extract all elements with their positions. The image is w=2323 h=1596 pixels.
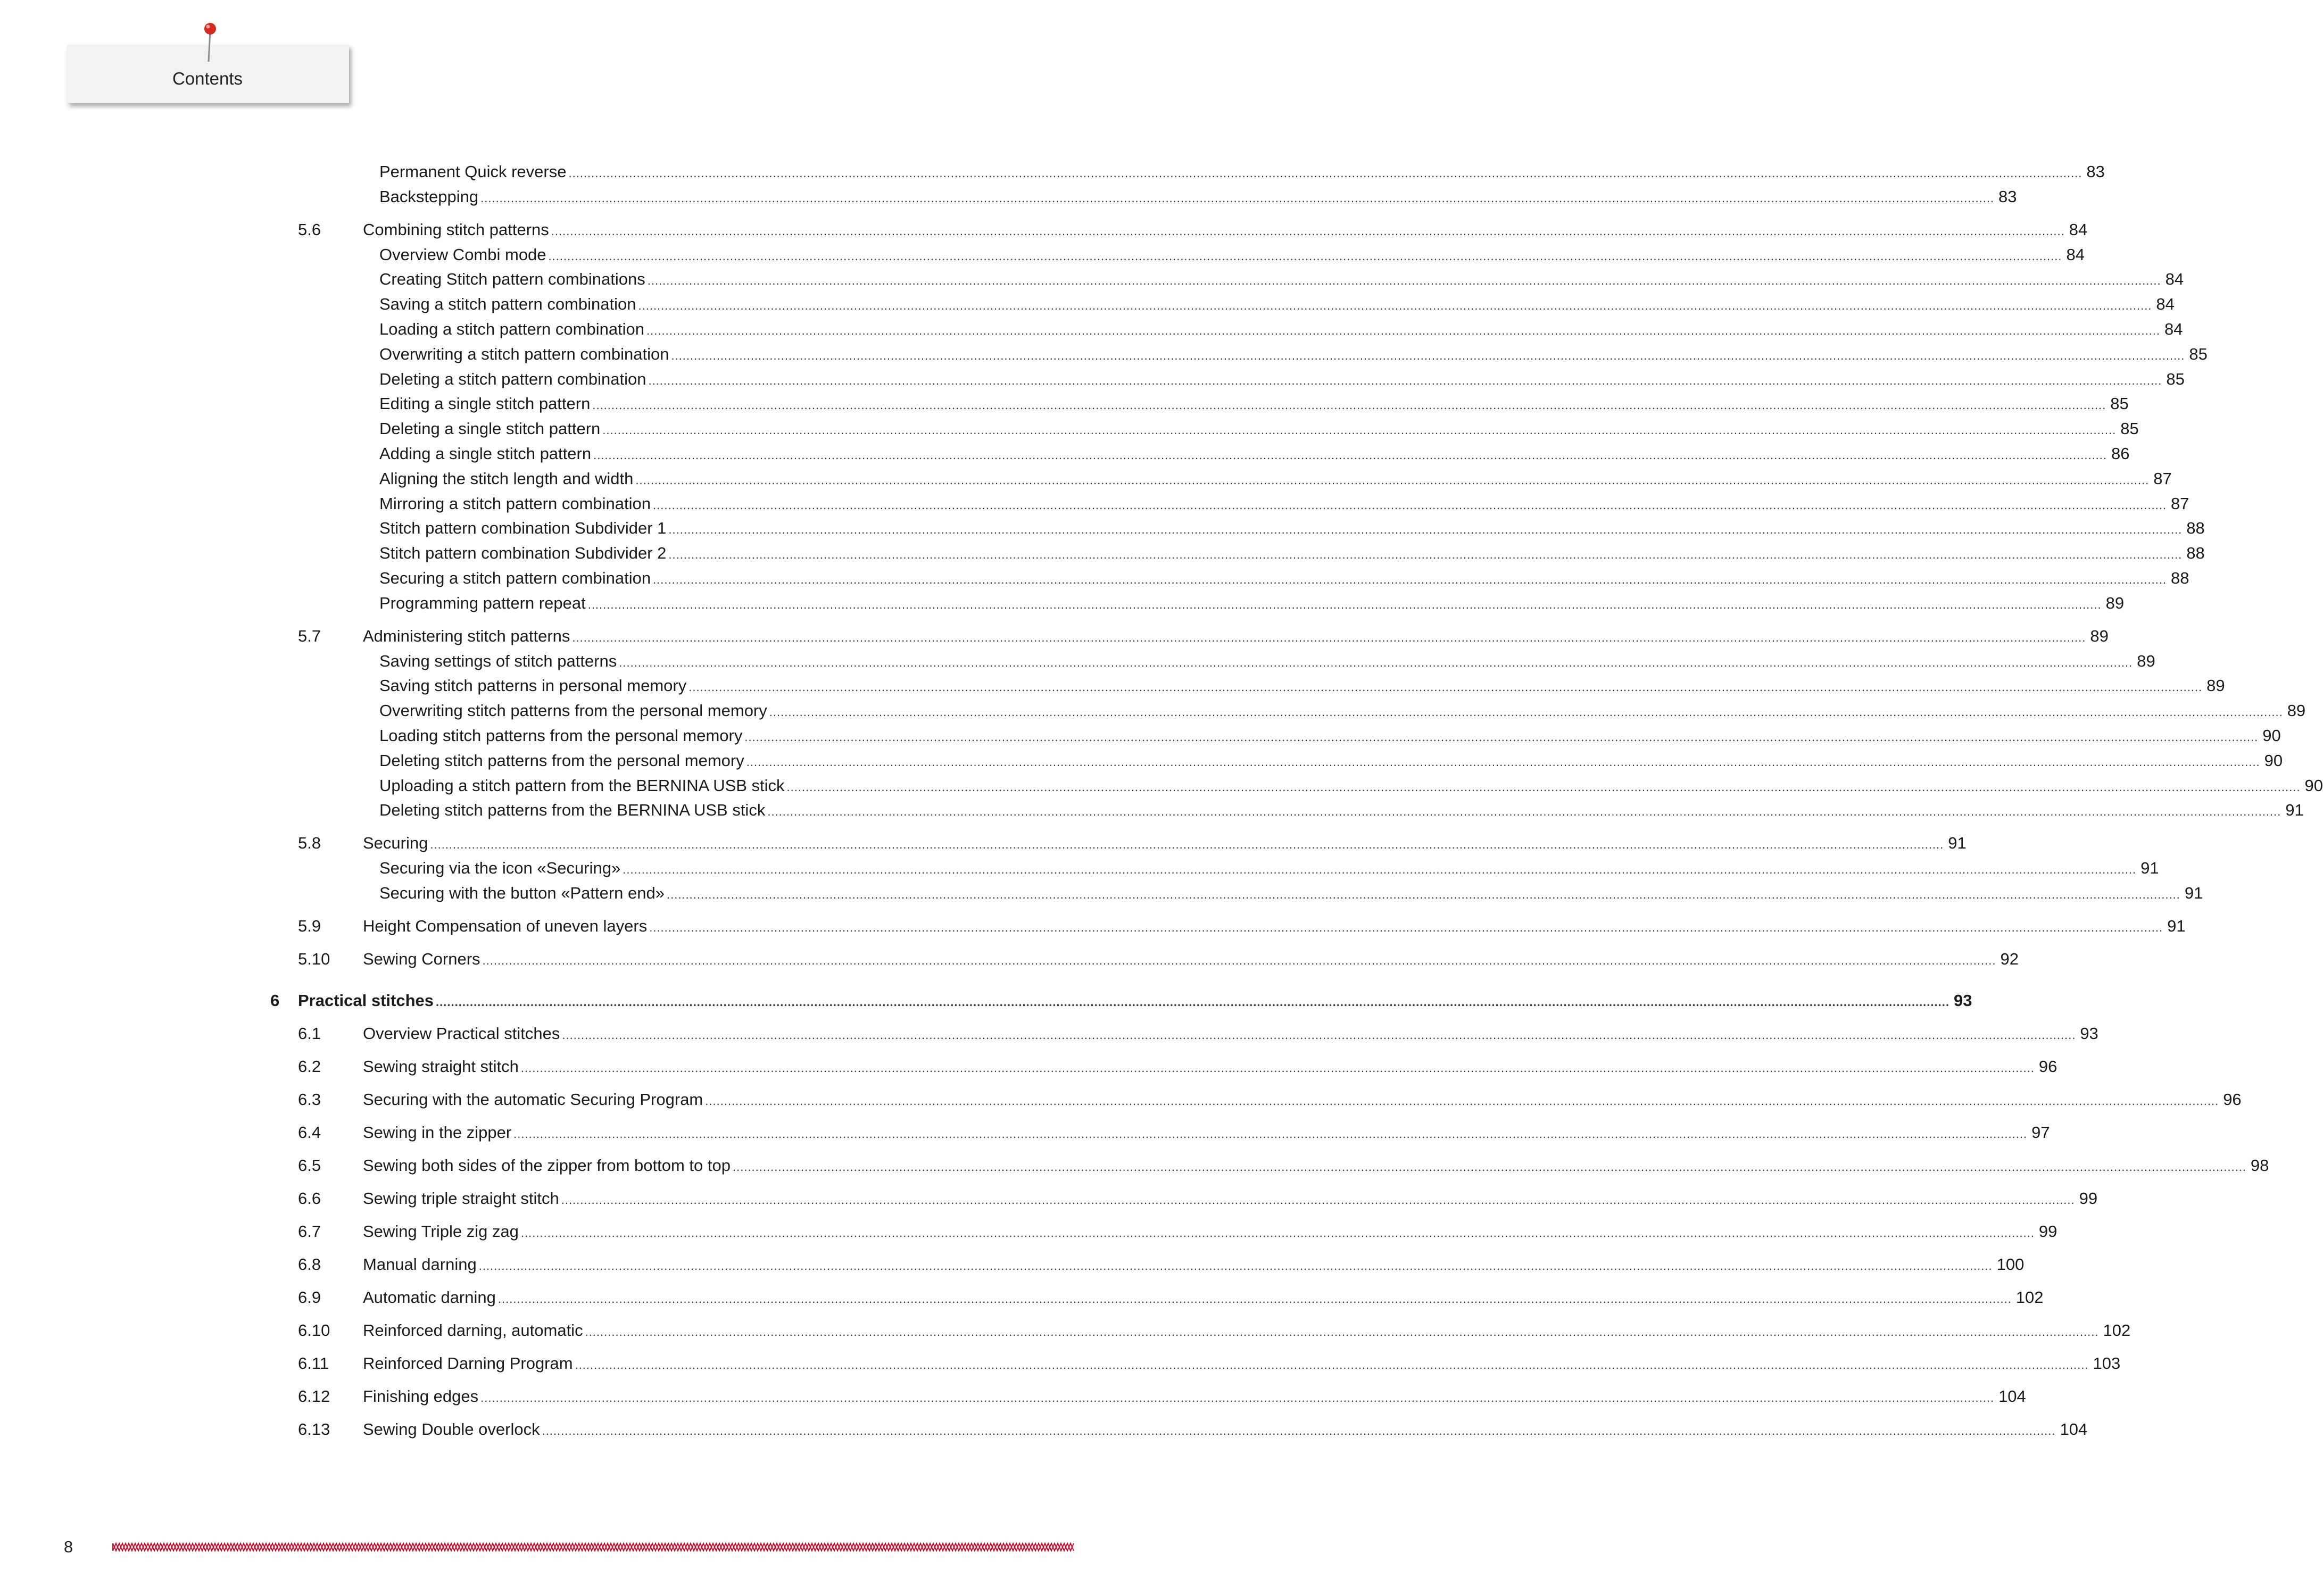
toc-title: Permanent Quick reverse [379,162,567,181]
toc-page-number: 103 [2093,1354,2121,1373]
toc-page-number: 99 [2038,1222,2057,1241]
toc-page-number: 90 [2304,776,2323,795]
toc-title: Loading stitch patterns from the personal memory [379,726,743,745]
toc-dot-leader: ................................................................................................................................................................................................................................................................................................................................................................................................................ [436,995,1949,1009]
toc-title: Saving stitch patterns in personal memory [379,676,687,695]
toc-dot-leader: ................................................................................................................................................................................................................................................................................................................................................................................................................ [635,473,2150,487]
toc-entry[interactable] [379,724,2281,750]
toc-row[interactable] [0,185,2017,209]
toc-section-number: 6.12 [298,1387,330,1406]
toc-row[interactable] [0,218,2088,242]
toc-title: Overview Combi mode [379,245,546,264]
toc-dot-leader: ................................................................................................................................................................................................................................................................................................................................................................................................................ [647,274,2161,288]
toc-page-number: 104 [1998,1387,2026,1406]
toc-section-number: 6.5 [298,1156,321,1175]
toc-entry[interactable] [379,417,2139,443]
toc-entry[interactable] [379,591,2125,617]
toc-title: Sewing triple straight stitch [363,1189,559,1208]
toc-row[interactable] [0,516,2205,541]
toc-row[interactable] [0,243,2085,267]
toc-entry[interactable] [363,1087,2242,1113]
toc-title: Finishing edges [363,1387,479,1406]
toc-dot-leader: ................................................................................................................................................................................................................................................................................................................................................................................................................ [585,1325,2099,1339]
toc-entry[interactable] [379,392,2129,418]
page-number: 8 [64,1537,73,1556]
toc-row[interactable] [0,417,2139,441]
toc-entry[interactable] [379,674,2225,700]
toc-title: Overwriting a stitch pattern combination [379,344,669,363]
toc-section-number: 6.13 [298,1420,330,1439]
toc-dot-leader: ................................................................................................................................................................................................................................................................................................................................................................................................................ [480,1391,1995,1404]
toc-entry[interactable] [379,856,2159,882]
toc-title: Securing [363,834,428,853]
toc-entry[interactable] [363,1219,2057,1245]
toc-page-number: 88 [2170,569,2189,587]
toc-row[interactable] [0,749,2283,773]
toc-entry[interactable] [379,774,2323,800]
toc-entry[interactable] [379,798,2304,824]
toc-dot-leader: ................................................................................................................................................................................................................................................................................................................................................................................................................ [705,1094,2219,1108]
toc-title: Loading a stitch pattern combination [379,320,645,338]
toc-entry[interactable] [298,988,1972,1015]
toc-page-number: 102 [2015,1288,2044,1307]
toc-page-number: 90 [2262,726,2281,745]
toc-page-number: 98 [2250,1156,2269,1175]
toc-entry[interactable] [363,1318,2131,1344]
toc-title: Securing with the button «Pattern end» [379,884,665,902]
toc-section-number: 5.10 [298,950,330,968]
toc-page-number: 84 [2165,270,2184,289]
toc-title: Aligning the stitch length and width [379,469,634,488]
toc-page-number: 88 [2186,544,2205,563]
toc-dot-leader: ................................................................................................................................................................................................................................................................................................................................................................................................................ [653,573,2167,586]
toc-entry[interactable] [363,1351,2121,1377]
toc-row[interactable] [0,881,2203,905]
toc-entry[interactable] [379,442,2130,468]
toc-page-number: 89 [2287,701,2306,720]
toc-entry[interactable] [379,292,2175,318]
toc-dot-leader: ................................................................................................................................................................................................................................................................................................................................................................................................................ [480,191,1995,205]
toc-entry[interactable] [363,1285,2044,1311]
toc-title: Sewing Corners [363,950,480,968]
toc-page-number: 83 [2086,162,2105,181]
toc-title: Deleting a stitch pattern combination [379,369,646,388]
toc-dot-leader: ................................................................................................................................................................................................................................................................................................................................................................................................................ [638,299,2152,313]
toc-row[interactable] [0,649,2155,674]
toc-section-number: 5.8 [298,834,321,853]
toc-title: Backstepping [379,187,479,206]
toc-entry[interactable] [379,185,2017,211]
toc-dot-leader: ................................................................................................................................................................................................................................................................................................................................................................................................................ [561,1193,2075,1207]
toc-entry[interactable] [379,649,2155,675]
toc-dot-leader: ................................................................................................................................................................................................................................................................................................................................................................................................................ [592,398,2106,412]
toc-dot-leader: ................................................................................................................................................................................................................................................................................................................................................................................................................ [649,921,2163,934]
toc-title: Overwriting stitch patterns from the personal memory [379,701,767,720]
toc-section-number: 6.10 [298,1321,330,1340]
toc-dot-leader: ................................................................................................................................................................................................................................................................................................................................................................................................................ [497,1292,2012,1306]
toc-row[interactable] [0,1021,2098,1046]
toc-page-number: 104 [2060,1420,2088,1439]
toc-dot-leader: ................................................................................................................................................................................................................................................................................................................................................................................................................ [653,498,2167,512]
toc-dot-leader: ................................................................................................................................................................................................................................................................................................................................................................................................................ [572,630,2086,644]
toc-title: Sewing Triple zig zag [363,1222,519,1241]
toc-entry[interactable] [379,749,2283,775]
toc-dot-leader: ................................................................................................................................................................................................................................................................................................................................................................................................................ [671,348,2185,362]
toc-entry[interactable] [363,947,2019,973]
toc-page-number: 83 [1998,187,2017,206]
toc-dot-leader: ................................................................................................................................................................................................................................................................................................................................................................................................................ [562,1028,2076,1042]
toc-entry[interactable] [379,699,2306,725]
toc-page-number: 84 [2164,320,2183,338]
toc-dot-leader: ................................................................................................................................................................................................................................................................................................................................................................................................................ [623,863,2137,877]
toc-dot-leader: ................................................................................................................................................................................................................................................................................................................................................................................................................ [542,1424,2056,1437]
toc-entry[interactable] [379,516,2205,542]
toc-section-number: 6.11 [298,1354,329,1373]
toc-entry[interactable] [379,317,2183,343]
toc-title: Sewing in the zipper [363,1123,512,1142]
toc-page-number: 89 [2105,593,2125,612]
toc-dot-leader: ................................................................................................................................................................................................................................................................................................................................................................................................................ [551,224,2065,238]
toc-title: Sewing both sides of the zipper from bottom to top [363,1156,731,1175]
toc-entry[interactable] [363,624,2109,650]
toc-section-number: 6.3 [298,1090,321,1109]
toc-page-number: 89 [2137,651,2155,670]
toc-dot-leader: ................................................................................................................................................................................................................................................................................................................................................................................................................ [646,324,2160,337]
toc-row[interactable] [0,342,2208,367]
toc-entry[interactable] [363,914,2186,940]
toc-page-number: 84 [2156,295,2175,314]
toc-entry[interactable] [363,1384,2026,1410]
toc-row[interactable] [0,1384,2026,1409]
toc-row[interactable] [0,1153,2269,1178]
page-title: Contents [172,69,243,88]
toc-row[interactable] [0,624,2109,649]
toc-section-number: 5.9 [298,917,321,935]
toc-entry[interactable] [379,467,2172,493]
toc-row[interactable] [0,774,2323,798]
toc-section-number: 6.7 [298,1222,321,1241]
toc-row[interactable] [0,541,2205,566]
toc-entry[interactable] [363,1252,2025,1278]
toc-dot-leader: ................................................................................................................................................................................................................................................................................................................................................................................................................ [587,597,2102,611]
toc-page-number: 85 [2189,344,2208,363]
toc-row[interactable] [0,392,2129,416]
toc-page-number: 87 [2153,469,2172,488]
toc-entry[interactable] [363,218,2088,244]
toc-page-number: 90 [2264,751,2283,770]
toc-page-number: 89 [2206,676,2225,695]
toc-dot-leader: ................................................................................................................................................................................................................................................................................................................................................................................................................ [478,1259,1993,1273]
toc-page-number: 89 [2090,626,2109,645]
toc-entry[interactable] [363,831,1967,857]
toc-row[interactable] [0,1186,2098,1211]
toc-entry[interactable] [363,1153,2269,1179]
toc-title: Deleting a single stitch pattern [379,419,601,438]
toc-dot-leader: ................................................................................................................................................................................................................................................................................................................................................................................................................ [744,730,2259,744]
toc-dot-leader: ................................................................................................................................................................................................................................................................................................................................................................................................................ [668,523,2183,537]
toc-page-number: 96 [2038,1057,2057,1076]
toc-title: Programming pattern repeat [379,593,586,612]
toc-title: Mirroring a stitch pattern combination [379,494,651,513]
toc-dot-leader: ................................................................................................................................................................................................................................................................................................................................................................................................................ [482,954,1996,967]
toc-section-number: 5.6 [298,220,321,239]
toc-title: Automatic darning [363,1288,496,1307]
toc-title: Deleting stitch patterns from the BERNINA USB stick [379,801,766,820]
toc-row[interactable] [0,492,2189,516]
toc-page-number: 87 [2170,494,2189,513]
toc-section-number: 6.1 [298,1024,321,1043]
toc-row[interactable] [0,367,2185,392]
toc-dot-leader: ................................................................................................................................................................................................................................................................................................................................................................................................................ [619,655,2133,669]
toc-entry[interactable] [363,1021,2098,1048]
toc-dot-leader: ................................................................................................................................................................................................................................................................................................................................................................................................................ [767,805,2281,819]
toc-title: Securing via the icon «Securing» [379,859,621,878]
toc-page-number: 91 [2285,801,2304,820]
toc-entry[interactable] [379,267,2184,293]
toc-row[interactable] [0,292,2175,317]
toc-dot-leader: ................................................................................................................................................................................................................................................................................................................................................................................................................ [769,705,2283,719]
toc-dot-leader: ................................................................................................................................................................................................................................................................................................................................................................................................................ [520,1061,2035,1075]
toc-entry[interactable] [363,1186,2098,1212]
toc-title: Securing with the automatic Securing Program [363,1090,703,1109]
toc-page-number: 92 [2000,950,2019,968]
toc-page-number: 85 [2110,394,2129,413]
toc-row[interactable] [0,442,2130,466]
toc-row[interactable] [0,160,2105,184]
toc-title: Deleting stitch patterns from the personal memory [379,751,744,770]
toc-row[interactable] [0,1219,2057,1244]
toc-dot-leader: ................................................................................................................................................................................................................................................................................................................................................................................................................ [786,780,2301,794]
toc-section-number: 6.4 [298,1123,321,1142]
decorative-stitch-rule [113,1542,1074,1552]
toc-entry[interactable] [363,1120,2050,1146]
toc-row[interactable] [0,798,2304,822]
toc-section-number: 6.2 [298,1057,321,1076]
toc-title: Securing a stitch pattern combination [379,569,651,587]
toc-row[interactable] [0,1120,2050,1145]
toc-title: Sewing Double overlock [363,1420,540,1439]
toc-title: Administering stitch patterns [363,626,570,645]
toc-page-number: 84 [2066,245,2085,264]
toc-row[interactable] [0,914,2186,938]
toc-row[interactable] [0,1285,2044,1310]
toc-page-number: 91 [1948,834,1967,853]
toc-page-number: 102 [2103,1321,2131,1340]
toc-entry[interactable] [379,566,2189,592]
toc-dot-leader: ................................................................................................................................................................................................................................................................................................................................................................................................................ [430,838,1944,852]
toc-entry[interactable] [379,492,2189,518]
toc-entry[interactable] [379,243,2085,269]
toc-row[interactable] [0,831,1967,855]
toc-row[interactable] [0,317,2183,342]
toc-section-number: 6.8 [298,1255,321,1274]
toc-page-number: 100 [1996,1255,2025,1274]
toc-section-number: 6.6 [298,1189,321,1208]
toc-row[interactable] [0,1318,2131,1343]
toc-row[interactable] [0,1351,2121,1376]
toc-page-number: 93 [2080,1024,2098,1043]
toc-row[interactable] [0,467,2172,491]
toc-entry[interactable] [379,881,2203,907]
toc-row[interactable] [0,1417,2088,1442]
toc-page-number: 85 [2120,419,2139,438]
toc-title: Saving a stitch pattern combination [379,295,636,314]
toc-section-number: 5.7 [298,626,321,645]
toc-row[interactable] [0,1252,2025,1277]
toc-page-number: 99 [2079,1189,2098,1208]
toc-dot-leader: ................................................................................................................................................................................................................................................................................................................................................................................................................ [666,888,2180,901]
toc-dot-leader: ................................................................................................................................................................................................................................................................................................................................................................................................................ [746,755,2260,769]
toc-page-number: 86 [2111,444,2130,463]
toc-entry[interactable] [379,367,2185,393]
toc-row[interactable] [0,856,2159,880]
toc-dot-leader: ................................................................................................................................................................................................................................................................................................................................................................................................................ [568,167,2083,180]
toc-row[interactable] [0,674,2225,698]
toc-page-number: 91 [2184,884,2203,902]
toc-title: Creating Stitch pattern combinations [379,270,645,289]
toc-title: Manual darning [363,1255,477,1274]
toc-title: Overview Practical stitches [363,1024,560,1043]
toc-title: Adding a single stitch pattern [379,444,592,463]
toc-title: Editing a single stitch pattern [379,394,591,413]
toc-row[interactable] [0,591,2125,616]
toc-entry[interactable] [379,342,2208,368]
toc-entry[interactable] [363,1417,2088,1443]
toc-title: Uploading a stitch pattern from the BERNINA USB stick [379,776,785,795]
toc-page-number: 91 [2167,917,2186,935]
toc-dot-leader: ................................................................................................................................................................................................................................................................................................................................................................................................................ [733,1160,2246,1174]
toc-entry[interactable] [363,1054,2057,1080]
toc-title: Stitch pattern combination Subdivider 2 [379,544,667,563]
toc-dot-leader: ................................................................................................................................................................................................................................................................................................................................................................................................................ [593,448,2108,462]
toc-dot-leader: ................................................................................................................................................................................................................................................................................................................................................................................................................ [513,1127,2028,1141]
toc-title: Reinforced Darning Program [363,1354,573,1373]
toc-title: Saving settings of stitch patterns [379,651,617,670]
toc-dot-leader: ................................................................................................................................................................................................................................................................................................................................................................................................................ [648,373,2162,387]
toc-entry[interactable] [379,541,2205,567]
toc-title: Combining stitch patterns [363,220,549,239]
toc-page-number: 84 [2069,220,2088,239]
toc-page-number: 93 [1953,991,1972,1010]
toc-page-number: 91 [2141,859,2159,878]
toc-page-number: 96 [2223,1090,2242,1109]
toc-row[interactable] [0,724,2281,748]
toc-entry[interactable] [379,160,2105,186]
toc-dot-leader: ................................................................................................................................................................................................................................................................................................................................................................................................................ [602,423,2117,437]
toc-row[interactable] [0,1087,2242,1112]
toc-row[interactable] [0,566,2189,591]
toc-dot-leader: ................................................................................................................................................................................................................................................................................................................................................................................................................ [575,1358,2089,1371]
toc-title: Sewing straight stitch [363,1057,519,1076]
toc-title: Height Compensation of uneven layers [363,917,648,935]
toc-row[interactable] [0,699,2306,723]
toc-title: Reinforced darning, automatic [363,1321,583,1340]
toc-row[interactable] [0,267,2184,292]
toc-dot-leader: ................................................................................................................................................................................................................................................................................................................................................................................................................ [668,548,2183,562]
toc-row[interactable] [0,988,1972,1013]
toc-dot-leader: ................................................................................................................................................................................................................................................................................................................................................................................................................ [548,249,2062,263]
toc-section-number: 6 [270,991,280,1010]
toc-dot-leader: ................................................................................................................................................................................................................................................................................................................................................................................................................ [520,1226,2035,1240]
toc-row[interactable] [0,1054,2057,1079]
toc-row[interactable] [0,947,2019,971]
toc-page-number: 85 [2166,369,2185,388]
toc-page-number: 97 [2031,1123,2050,1142]
toc-title: Stitch pattern combination Subdivider 1 [379,519,667,538]
toc-title: Practical stitches [298,991,434,1010]
toc-section-number: 6.9 [298,1288,321,1307]
toc-dot-leader: ................................................................................................................................................................................................................................................................................................................................................................................................................ [688,680,2203,694]
toc-page-number: 88 [2186,519,2205,538]
